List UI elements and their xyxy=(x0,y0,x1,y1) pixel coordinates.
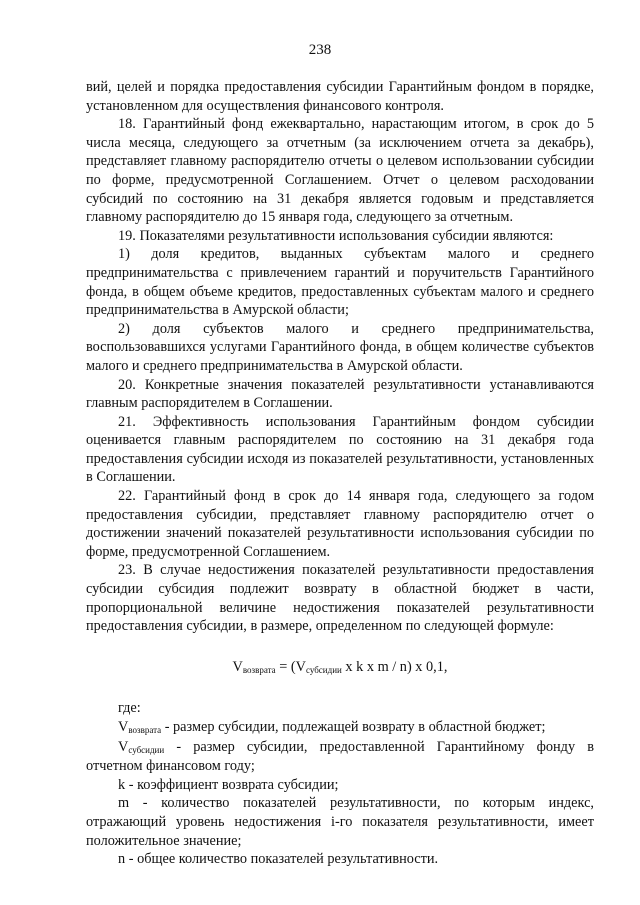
def-symbol: V xyxy=(118,719,129,735)
def-text: - общее количество показателей результативности. xyxy=(125,851,439,868)
definition-v-return xyxy=(86,718,594,738)
body-text xyxy=(86,78,594,869)
definition-m xyxy=(86,794,594,850)
def-sub: субсидии xyxy=(128,744,165,755)
def-text: - коэффициент возврата субсидии; xyxy=(125,776,339,793)
paragraph-19-item-2: 2) доля субъектов малого и среднего предпринимательства, воспользовавшихся услугами Гарантийного фонда, в общем количестве субъектов малого и среднего предпринимательства в Амурской области. xyxy=(86,320,594,374)
def-symbol: V xyxy=(118,738,129,755)
formula xyxy=(86,658,594,678)
def-text: - количество показателей результативности, по которым индекс, отражающий уровень недостижения i-го показателя результативности, имеет положительное значение; xyxy=(86,795,594,849)
definition-n xyxy=(86,850,594,869)
def-symbol: m xyxy=(118,795,130,812)
paragraph-22: 22. Гарантийный фонд в срок до 14 января года, следующего за годом предоставления субсидии, представляет главному распорядителю отчет о достижении значений показателей результативности использования субсидии по форме, предусмотренной Соглашением. xyxy=(86,488,594,560)
definition-v-subsidy xyxy=(86,738,594,776)
paragraph-21: 21. Эффективность использования Гарантийным фондом субсидии оценивается главным распорядителем по состоянию на 31 декабря года предоставления субсидии исходя из показателей результативности, установленных в Соглашении. xyxy=(86,413,594,486)
formula-sub-subsidy: субсидии xyxy=(305,664,342,675)
formula-rest: x k x m / n) x 0,1, xyxy=(341,658,448,675)
def-symbol: n xyxy=(118,851,126,868)
formula-eq: = (V xyxy=(275,658,306,675)
def-text: - размер субсидии, предоставленной Гарантийному фонду в отчетном финансовом году; xyxy=(86,738,594,775)
paragraph-19-item-1: 1) доля кредитов, выданных субъектам малого и среднего предпринимательства с привлечением гарантий и поручительств Гарантийного фонда, в общем объеме кредитов, предоставленных субъектам малого и среднего предпринимательства в Амурской области; xyxy=(86,246,594,319)
page-number: 238 xyxy=(308,42,332,58)
paragraph-20: 20. Конкретные значения показателей результативности устанавливаются главным распорядителем в Соглашении. xyxy=(86,376,594,412)
def-text: - размер субсидии, подлежащей возврату в областной бюджет; xyxy=(161,719,546,735)
where-label: где: xyxy=(118,700,141,717)
formula-sub-return: возврата xyxy=(242,664,276,675)
paragraph-18: 18. Гарантийный фонд ежеквартально, нарастающим итогом, в срок до 5 числа месяца, следующего за отчетным (за исключением отчета за декабрь), представляет главному распорядителю отчеты о целевом использовании субсидии по форме, предусмотренной Соглашением. Отчет о целевом расходовании субсидий по состоянию на 31 декабря является годовым и представляется главному распорядителю до 15 января года, следующего за отчетным. xyxy=(86,116,594,226)
definition-k xyxy=(86,776,594,795)
paragraph-continuation: вий, целей и порядка предоставления субсидии Гарантийным фондом в порядке, установленном для осуществления финансового контроля. xyxy=(86,79,594,114)
def-sub: возврата xyxy=(128,725,162,735)
formula-v: V xyxy=(232,658,243,675)
paragraph-19: 19. Показателями результативности использования субсидии являются: xyxy=(118,227,554,244)
def-symbol: k xyxy=(118,776,126,793)
paragraph-23: 23. В случае недостижения показателей результативности предоставления субсидии субсидия подлежит возврату в областной бюджет в части, пропорциональной величине недостижения показателей результативности предоставления субсидии, в размере, определенном по следующей формуле: xyxy=(86,562,594,635)
